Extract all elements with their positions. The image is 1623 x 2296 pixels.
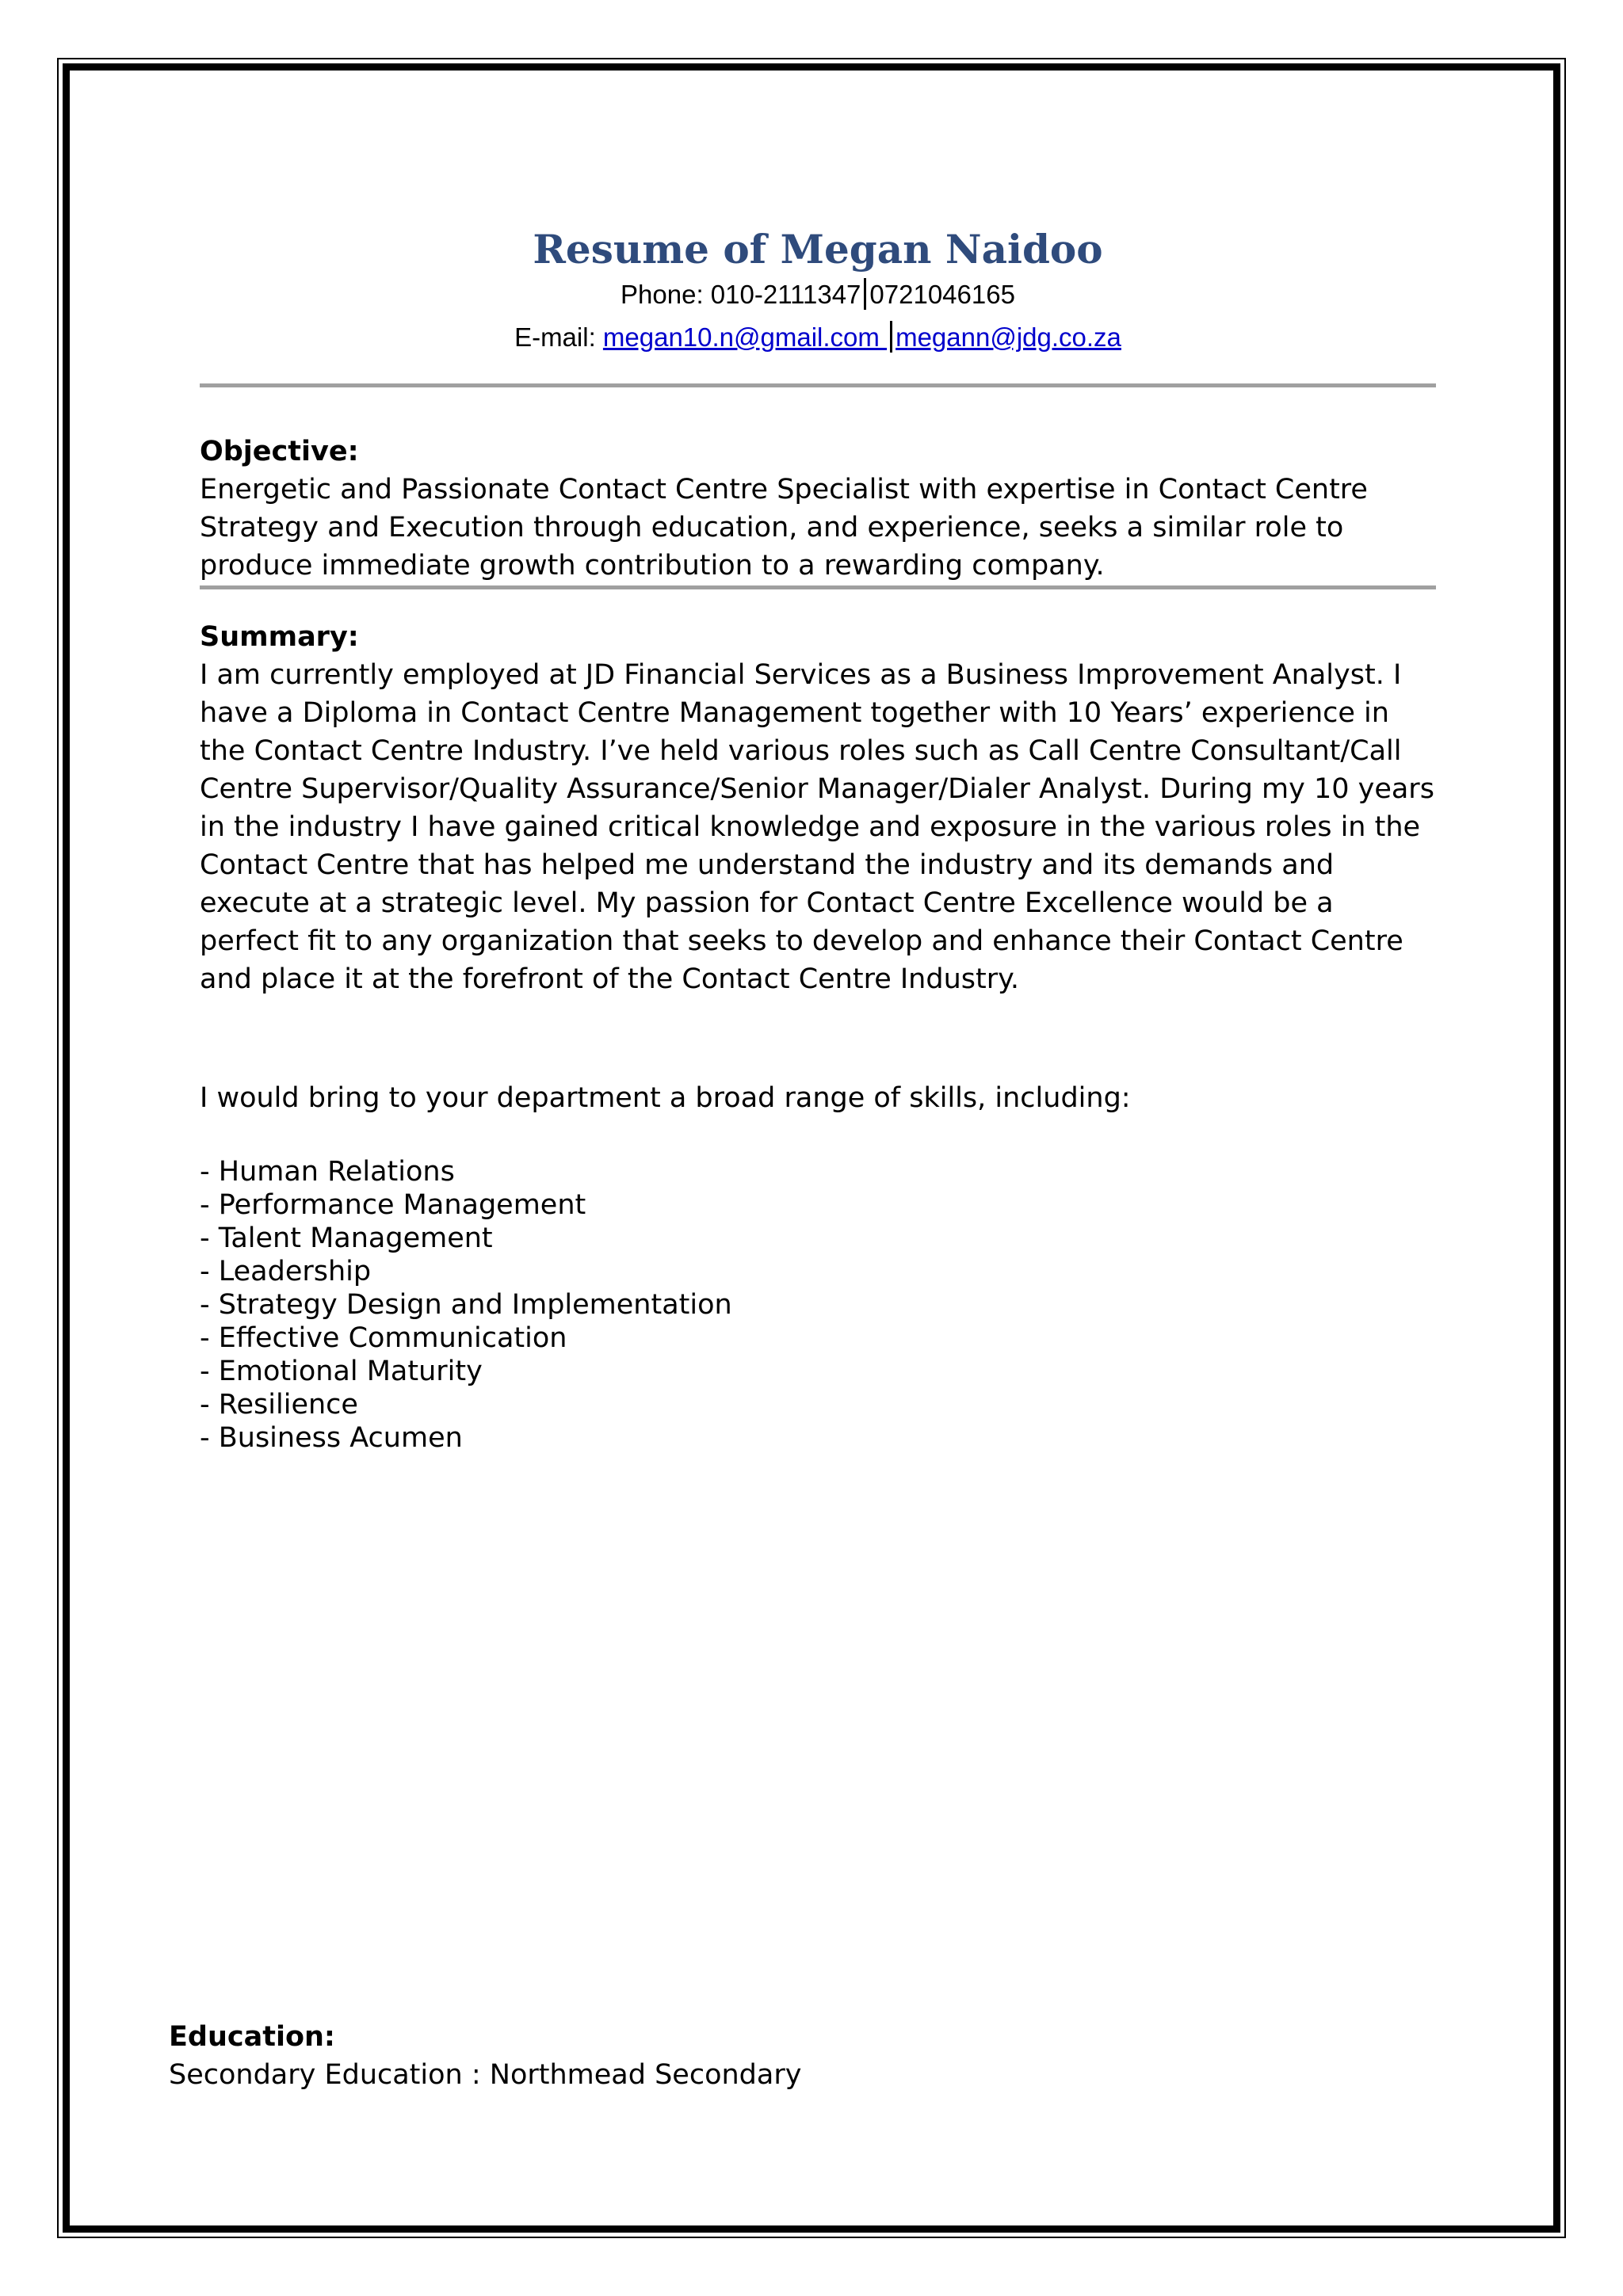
summary-section: [200, 618, 1436, 998]
skills-list: [200, 1155, 1436, 1455]
phone-primary: Phone: 010-2111347: [621, 280, 861, 309]
divider-objective: [200, 585, 1436, 589]
list-item: - Talent Management: [200, 1222, 493, 1254]
education-section: [169, 2018, 1437, 2094]
list-item: - Human Relations: [200, 1156, 455, 1188]
list-item: - Effective Communication: [200, 1322, 567, 1354]
list-item: - Business Acumen: [200, 1422, 463, 1454]
email-line: [200, 316, 1436, 359]
divider-header: [200, 383, 1436, 387]
list-item: - Strategy Design and Implementation: [200, 1289, 732, 1321]
objective-section: [200, 433, 1436, 585]
objective-heading: Objective:: [200, 436, 359, 467]
email-primary-link[interactable]: megan10.n@gmail.com: [602, 322, 888, 352]
skills-section: [200, 1079, 1436, 1455]
education-heading: Education:: [169, 2021, 335, 2053]
list-item: - Leadership: [200, 1256, 372, 1287]
list-item: - Performance Management: [200, 1189, 586, 1221]
objective-text: Energetic and Passionate Contact Centre Specialist with expertise in Contact Centre Strategy and Execution through education, and experience, seeks a similar role to produce immediate growth contribution to a rewarding company.: [200, 474, 1368, 582]
summary-text: I am currently employed at JD Financial Services as a Business Improvement Analyst. I have a Diploma in Contact Centre Management together with 10 Years’ experience in the Contact Centre Industry. I’ve held various roles such as Call Centre Consultant/Call Centre Supervisor/Quality Assurance/Senior Manager/Dialer Analyst. During my 10 years in the industry I have gained critical knowledge and exposure in the various roles in the Contact Centre that has helped me understand the industry and its demands and execute at a strategic level. My passion for Contact Centre Excellence would be a perfect fit to any organization that seeks to develop and enhance their Contact Centre and place it at the forefront of the Contact Centre Industry.: [200, 659, 1434, 995]
separator-bar: [864, 278, 866, 310]
education-entry: Secondary Education : Northmead Secondary: [169, 2059, 802, 2091]
phone-secondary: 0721046165: [869, 280, 1015, 309]
resume-header: [200, 226, 1436, 359]
skills-intro: I would bring to your department a broad range of skills, including:: [200, 1082, 1131, 1114]
list-item: - Emotional Maturity: [200, 1356, 483, 1387]
summary-heading: Summary:: [200, 621, 359, 653]
list-item: - Resilience: [200, 1389, 358, 1421]
page-title: Resume of Megan Naidoo: [533, 226, 1103, 273]
email-secondary-link[interactable]: megann@jdg.co.za: [896, 322, 1121, 352]
email-label: E-mail:: [514, 322, 603, 352]
separator-bar: [890, 321, 892, 353]
phone-line: [200, 273, 1436, 316]
